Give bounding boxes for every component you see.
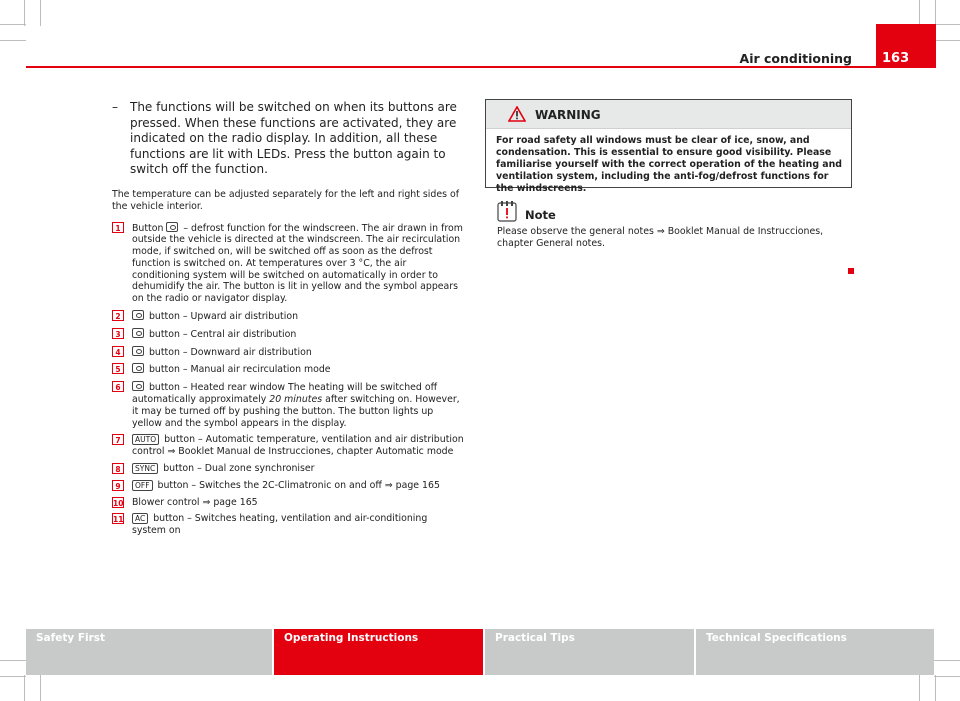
item-text: Blower control ⇒ page 165: [132, 496, 258, 508]
item-number: 7: [112, 434, 124, 445]
item-number: 1: [112, 222, 124, 233]
list-item: [112, 222, 464, 306]
list-item: [112, 480, 464, 492]
item-text: button – Switches heating, ventilation and air-conditioning system on: [132, 513, 428, 537]
item-number: 5: [112, 363, 124, 374]
footer-tab-label: Technical Specifications: [706, 632, 847, 644]
recirculation-icon: [132, 363, 144, 373]
bullet-dash: –: [112, 100, 118, 114]
warning-title: WARNING: [535, 108, 601, 122]
downward-air-icon: [132, 346, 144, 356]
windscreen-defrost-icon: [166, 222, 178, 232]
warning-triangle-icon: [508, 106, 526, 122]
intro-bullet: [112, 100, 464, 178]
item-number: 8: [112, 463, 124, 474]
header-rule: [26, 66, 936, 68]
item-number: 11: [113, 515, 124, 525]
item-number: 10: [113, 498, 124, 508]
list-item: [112, 328, 464, 341]
item-text: button – Upward air distribution: [148, 311, 299, 323]
intro-paragraph: The temperature can be adjusted separately for the left and right sides of the vehicle interior.: [112, 188, 460, 212]
auto-key-label: AUTO: [132, 434, 159, 445]
list-item: [112, 346, 464, 359]
list-item: [112, 463, 464, 475]
item-text: button – Downward air distribution: [148, 346, 312, 358]
item-number: 4: [112, 346, 124, 357]
page-number: 163: [882, 51, 910, 66]
footer-tab-technical-specifications[interactable]: [696, 629, 934, 675]
list-item: [112, 434, 464, 458]
crop-mark: [0, 660, 26, 661]
crop-mark: [934, 660, 960, 661]
footer-tab-label: Practical Tips: [495, 632, 575, 644]
note-icon: [497, 200, 517, 222]
list-item: [112, 363, 464, 376]
note-title: Note: [525, 208, 556, 222]
item-text: button – Automatic temperature, ventilation and air distribution control ⇒ Booklet Manual de Instrucciones, chapter Automatic mode: [132, 434, 464, 458]
footer-tab-practical-tips[interactable]: [485, 629, 694, 675]
sync-key-label: SYNC: [132, 463, 158, 474]
crop-mark: [934, 676, 960, 677]
ac-key-label: AC: [132, 513, 148, 524]
item-text: button – Switches the 2C-Climatronic on and off ⇒ page 165: [157, 479, 440, 491]
left-column: [112, 100, 464, 542]
intro-bullet-text: The functions will be switched on when its buttons are pressed. When these functions are activated, they are indicated on the radio display. In addition, all these functions are lit with LEDs. Press the button again to switch off the function.: [130, 100, 457, 176]
control-list: [112, 222, 464, 538]
crop-mark: [24, 0, 25, 26]
central-air-icon: [132, 328, 144, 338]
crop-mark: [0, 40, 26, 41]
item-italic-text: 20 minutes: [269, 394, 323, 406]
list-item: [112, 310, 464, 323]
crop-mark: [919, 0, 920, 26]
footer-tab-label: Operating Instructions: [284, 632, 419, 644]
item-text: button – Heated rear window The heating will be switched off automatically approximately: [132, 382, 438, 406]
item-text: button – Central air distribution: [148, 328, 297, 340]
item-text-after: after switching on. However, it may be turned off by pushing the button. The button lights up yellow and the symbol appears in the display.: [132, 394, 460, 429]
crop-mark: [0, 676, 26, 677]
crop-mark: [919, 675, 920, 701]
warning-text: For road safety all windows must be clear of ice, snow, and condensation. This is essential to ensure good visibility. Please familiarise yourself with the correct operation of the heating and ventilation system, including the anti-fog/defrost functions for the windscreens.: [496, 135, 843, 194]
footer-tab-operating-instructions[interactable]: [274, 629, 483, 675]
item-text: button – Dual zone synchroniser: [163, 463, 315, 475]
crop-mark: [934, 24, 960, 25]
footer-tab-safety-first[interactable]: [26, 629, 272, 675]
list-item: [112, 497, 464, 509]
item-prefix: Button: [132, 222, 164, 234]
crop-mark: [40, 0, 41, 26]
page-title: Air conditioning: [739, 51, 852, 66]
item-number: 6: [112, 381, 124, 392]
warning-box: [485, 99, 852, 194]
upward-air-icon: [132, 310, 144, 320]
crop-mark: [40, 675, 41, 701]
crop-mark: [935, 675, 936, 701]
section-end-mark: [848, 268, 854, 274]
warning-header: [486, 100, 851, 129]
list-item: [112, 513, 464, 537]
off-key-label: OFF: [132, 480, 153, 491]
item-text: button – Manual air recirculation mode: [148, 364, 331, 376]
crop-mark: [24, 675, 25, 701]
item-text: – defrost function for the windscreen. The air drawn in from outside the vehicle is directed at the windscreen. The air recirculation mode, if switched on, will be switched off as soon as the defrost function is switched on. At temperatures over 3 °C, the air conditioning system will be switched on automatically in order to dehumidify the air. The button is lit in yellow and the symbol appears on the radio or navigator display.: [132, 222, 463, 305]
item-number: 2: [112, 310, 124, 321]
footer-tab-label: Safety First: [36, 632, 106, 644]
item-number: 9: [112, 480, 124, 491]
crop-mark: [934, 40, 960, 41]
rear-window-heating-icon: [132, 381, 144, 391]
crop-mark: [935, 0, 936, 26]
crop-mark: [0, 24, 26, 25]
note-text: Please observe the general notes ⇒ Booklet Manual de Instrucciones, chapter General notes.: [497, 226, 824, 249]
item-number: 3: [112, 328, 124, 339]
list-item: [112, 381, 464, 429]
